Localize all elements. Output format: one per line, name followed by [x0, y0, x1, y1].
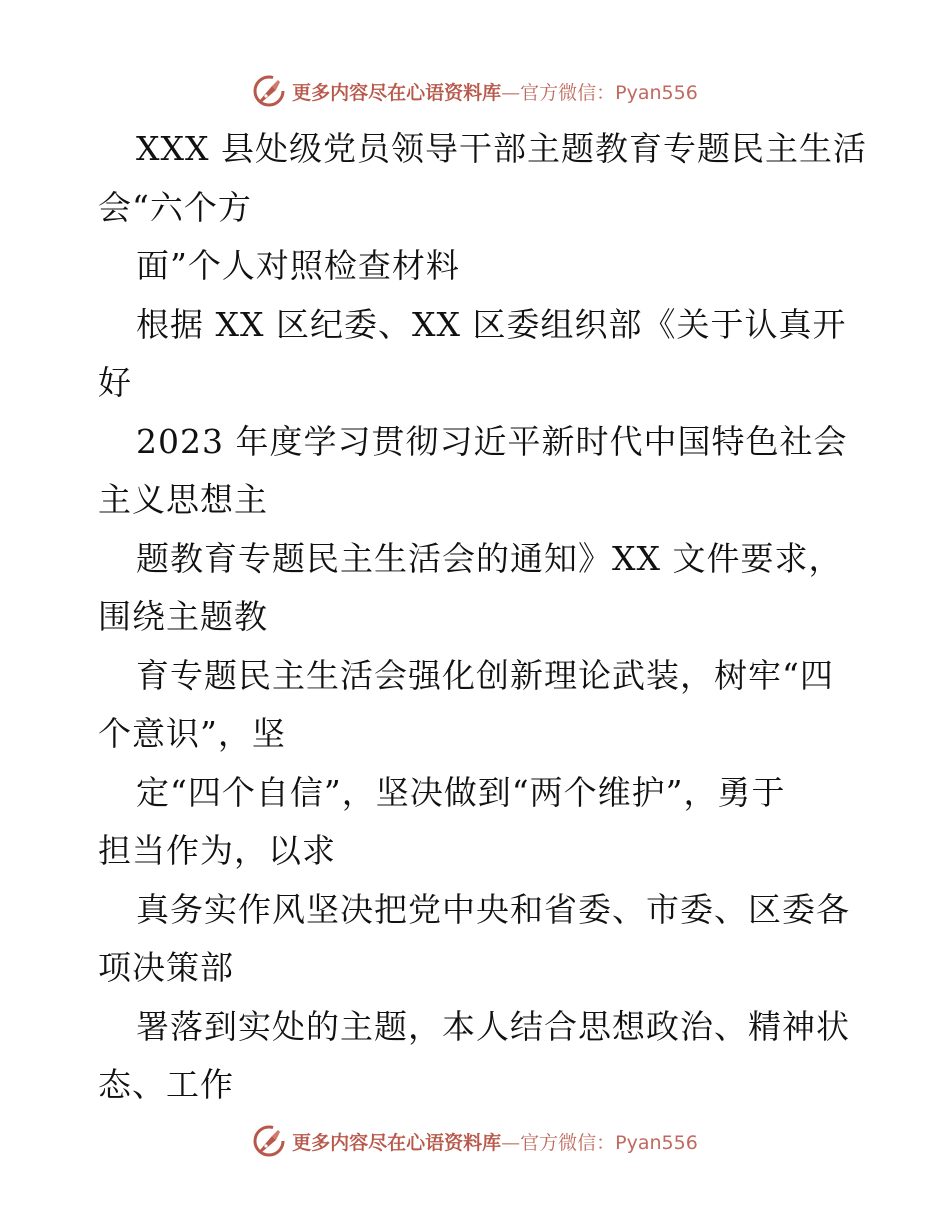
footer-watermark: [0, 1121, 950, 1161]
paragraph-line-continuation: 担当作为，以求: [98, 831, 336, 870]
paragraph: [98, 120, 867, 237]
watermark-dash: —: [501, 1131, 521, 1154]
paragraph-line: 根据 XX 区纪委、XX 区委组织部《关于认真开: [136, 304, 847, 344]
paragraph-line: 育专题民主生活会强化创新理论武装，树牢“四: [136, 655, 834, 695]
watermark-group: [252, 74, 698, 108]
paragraph: [98, 296, 858, 413]
paragraph: [98, 764, 858, 881]
paragraph-line: 定“四个自信”，坚决做到“两个维护”，勇于: [136, 772, 786, 812]
watermark-text: [292, 78, 698, 105]
document-body: [98, 120, 867, 1115]
watermark-main: 更多内容尽在心语资料库: [292, 81, 502, 104]
paragraph-line-continuation: 围绕主题教: [98, 597, 268, 636]
paragraph-line-continuation: 项决策部: [98, 948, 234, 987]
watermark-contact: 官方微信：Pyan556: [520, 1131, 698, 1154]
pen-nib-circle-icon: [252, 74, 286, 108]
paragraph-line-continuation: 态、工作: [98, 1065, 234, 1104]
paragraph-line-continuation: 好: [98, 363, 132, 402]
paragraph-line: 署落到实处的主题，本人结合思想政治、精神状: [136, 1006, 850, 1046]
watermark-main: 更多内容尽在心语资料库: [292, 1131, 502, 1154]
paragraph-line-continuation: 会“六个方: [98, 187, 252, 227]
paragraph-line: 2023 年度学习贯彻习近平新时代中国特色社会: [136, 421, 848, 461]
watermark-group: [252, 1124, 698, 1158]
pen-nib-circle-icon: [252, 1124, 286, 1158]
watermark-contact: 官方微信：Pyan556: [520, 81, 698, 104]
paragraph-line: 真务实作风坚决把党中央和省委、市委、区委各: [136, 889, 850, 929]
paragraph-line: 题教育专题民主生活会的通知》XX 文件要求，: [136, 538, 843, 578]
paragraph: [98, 237, 858, 296]
paragraph-line: 面”个人对照检查材料: [136, 246, 460, 285]
paragraph: [98, 881, 858, 998]
paragraph-line-continuation: 主义思想主: [98, 480, 268, 519]
watermark-dash: —: [501, 81, 521, 104]
paragraph: [98, 530, 858, 647]
paragraph: [98, 413, 858, 530]
paragraph-line: XXX 县处级党员领导干部主题教育专题民主生活: [136, 129, 867, 168]
paragraph: [98, 998, 858, 1115]
paragraph-line-continuation: 个意识”，坚: [98, 714, 286, 753]
paragraph: [98, 647, 858, 764]
header-watermark: [0, 71, 950, 111]
watermark-text: [292, 1128, 698, 1155]
